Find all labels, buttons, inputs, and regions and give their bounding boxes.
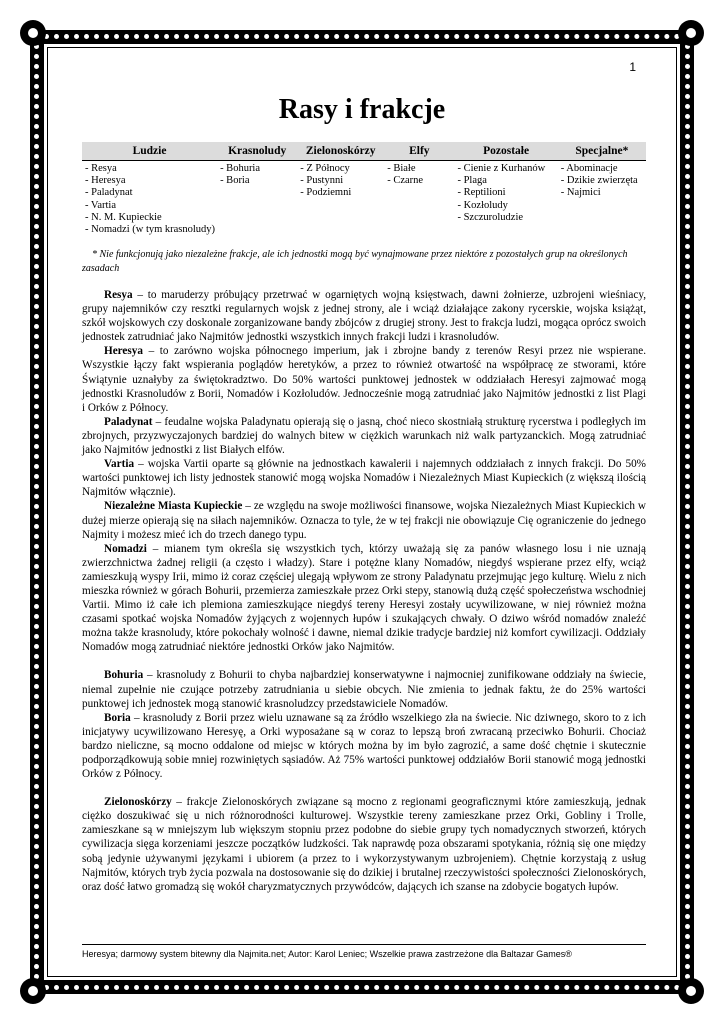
- races-table: [82, 142, 646, 236]
- list-item: - Resya: [85, 163, 117, 174]
- page-footer: Heresya; darmowy system bitewny dla Najmita.net; Autor: Karol Leniec; Wszelkie prawa zastrzeżone dla Baltazar Games®: [82, 944, 646, 959]
- list-item: - Podziemni: [300, 187, 352, 199]
- table-footnote: * Nie funkcjonują jako niezależne frakcje, ale ich jednostki mogą być wynajmowane przez niektóre z pozostałych grup na określonych zasadach: [82, 249, 628, 274]
- corner-ornament-top-right: [678, 20, 704, 46]
- paragraph-text: – ze względu na swoje możliwości finansowe, wojska Niezależnych Miast Kupieckich w dużej mierze opierają się na siłach najemników. Oznacza to tyle, że w tej frakcji nie obowiązuje Cię ograniczenie do jednego Najmity i możesz mieć ich do trzech danego typu.: [82, 500, 647, 541]
- term: Boria: [104, 711, 131, 724]
- list-item: - Boria: [220, 175, 250, 187]
- header-ludzie: Ludzie: [82, 142, 217, 161]
- header-zielonoskorzy: Zielonoskórzy: [297, 142, 384, 161]
- page-content: [62, 56, 662, 966]
- paragraph-resya: [82, 288, 646, 344]
- list-item: - Z Północy: [300, 163, 350, 174]
- term: Resya: [104, 289, 133, 301]
- list-item: - Plaga: [457, 175, 487, 187]
- list-item: - Pustynni: [300, 175, 344, 187]
- body-text: [82, 288, 646, 894]
- list-item: - Cienie z Kurhanów: [457, 163, 546, 174]
- paragraph-boria: [82, 711, 646, 781]
- header-specjalne: Specjalne*: [558, 142, 646, 161]
- races-table-row: [82, 161, 646, 237]
- term: Vartia: [104, 458, 135, 471]
- list-item: - Najmici: [560, 187, 601, 199]
- paragraph-text: – to zarówno wojska północnego imperium, jak i zbrojne bandy z terenów Resyi przez nie wspierane. Wszystkie łączy fakt wspierania poglądów heretyków, a przez to również otwartość na współpracę ze stworami, które Świątynie uznałyby za świętokradztwo. Do 50% wartości punktowej jednostek w oddziałach Heresyi zajmować mogą jednostki Krasnoludów z Borii, Nomadów i Kozłoludów. Jednocześnie mogą zatrudniać jako Najmitów jednostki z list Plagi i Orków z Północy.: [82, 345, 646, 414]
- list-item: - Nomadzi (w tym krasnoludy): [85, 224, 216, 236]
- paragraph-paladynat: [82, 415, 646, 457]
- list-item: - N. M. Kupieckie: [85, 211, 162, 223]
- term: Bohuria: [104, 669, 144, 682]
- paragraph-zielonoskorzy: [82, 795, 646, 894]
- column-zielonoskorzy: [297, 161, 384, 237]
- paragraph-bohuria: [82, 668, 646, 710]
- list-item: - Czarne: [387, 175, 424, 187]
- corner-ornament-bottom-left: [20, 978, 46, 1004]
- page-title: Rasy i frakcje: [278, 94, 446, 125]
- term: Niezależne Miasta Kupieckie: [104, 500, 243, 513]
- column-elfy: [384, 161, 454, 237]
- corner-ornament-top-left: [20, 20, 46, 46]
- paragraph-text: – krasnoludy z Bohurii to chyba najbardziej konserwatywne i najmocniej zunifikowane oddziały na świecie, niemal zupełnie nie czujące potrzeby zatrudniania u siebie obcych. Nie zmienia to jednak faktu, że do 25% wartości punktowej ich jednostek mogą stanowić krasnoludzcy przedstawiciele Nomadów.: [82, 669, 646, 710]
- header-elfy: Elfy: [384, 142, 454, 161]
- list-item: - Vartia: [85, 199, 117, 211]
- races-table-header: [82, 142, 646, 161]
- list-item: - Dzikie zwierzęta: [560, 175, 638, 187]
- term: Zielonoskórzy: [104, 796, 172, 809]
- corner-ornament-bottom-right: [678, 978, 704, 1004]
- paragraph-text: – mianem tym określa się wszystkich tych, którzy uważają się za panów własnego losu i nie uznają zwierzchnictwa żadnej religii (a często i władzy). Stare i potężne klany Nomadów, niegdyś wspierane przez elfy, wciąż zamieszkują wyspy Irii, mimo iż coraz częściej ulegają wpływom ze strony Paladynatu przejmując jego kulturę. Wielu z nich mieszka również w górach Bohurii, przemierza zamieszkałe przez Orki stepy, stanowią dużą część społeczeństwa wschodniej Vartii. Mimo iż całe ich plemiona zamieszkujące niegdyś tereny Heresyi zostały ucywilizowane, w niej również można czasami spotkać wojska Nomadów żyjących z wojennych łupów i szukających chwały. O dziwo wśród nomadów znaleźć można także krasnoludy, które pokochały wolność i dawne, niemal dzikie tradycje bardziej niż komfort cywilizacji. Oddziały Nomadów mogą zatrudniać niektóre jednostki Orków jako Najmitów.: [82, 542, 646, 654]
- list-item: - Szczuroludzie: [457, 211, 524, 223]
- paragraph-text: – wojska Vartii oparte są głównie na jednostkach kawalerii i najemnych oddziałach z innych frakcji. Do 50% wartości punktowej ich listy jednostek stanowić mogą wojska Nomadów i Niezależnych Miast Kupieckich (z większą ilością Najmitów włącznie).: [82, 458, 646, 499]
- list-item: - Bohuria: [220, 163, 261, 174]
- list-item: - Abominacje: [560, 163, 618, 174]
- column-ludzie: [82, 161, 217, 237]
- term: Nomadzi: [104, 542, 147, 555]
- term: Heresya: [104, 345, 143, 358]
- list-item: - Paladynat: [85, 187, 133, 199]
- paragraph-nmk: [82, 499, 646, 541]
- list-item: - Heresya: [85, 175, 126, 187]
- column-krasnoludy: [217, 161, 297, 237]
- paragraph-nomadzi: [82, 542, 646, 655]
- paragraph-text: – frakcje Zielonoskórych związane są mocno z regionami geograficznymi które zamieszkują, jednak ciężko doszukiwać się u nich różnorodności kulturowej. Wszystkie tereny zamieszkane przez Orki, Gobliny i Trolle, zamieszkane są w mniejszym lub większym stopniu przez podobne do siebie grupy tych nomadycznych stworzeń, których cywilizacja sięga korzeniami jeszcze początków ludzkości. Tak naprawdę poza obszarami spotykania, różnią się one między sobą jedynie używanymi językami i ubiorem (a przez to i wykorzystywanym uzbrojeniem). Chętnie korzystają z usług Najmitów, których tryb życia pozwala na dostosowanie się do dzikiej i brutalnej rzeczywistości społeczności Zielonoskórych, oraz dość łatwo gromadzą się wokół charyzmatycznych przywódców, dających ich szanse na zdobycie bogatych łupów.: [82, 796, 646, 893]
- term: Paladynat: [104, 415, 153, 428]
- list-item: - Białe: [387, 163, 416, 174]
- list-item: - Kozłoludy: [457, 199, 508, 211]
- paragraph-text: – krasnoludy z Borii przez wielu uznawane są za źródło wszelkiego zła na świecie. Nic dziwnego, skoro to z ich inicjatywy ucywilizowano Heresyę, a Orki wyposażane są w coraz to lepszą broń zwracaną przeciwko Bohurii. Chociaż bardzo nieliczne, są mocno oddalone od miejsc w których można by im było zagrozić, a same dość chętnie i skutecznie podporządkowują sobie mniej rozwiniętych sąsiadów. Aż 75% wartości punktowej oddziałów Borii stanowić mogą jednostki Orków z Północy.: [82, 711, 646, 781]
- header-krasnoludy: Krasnoludy: [217, 142, 297, 161]
- header-pozostale: Pozostałe: [454, 142, 557, 161]
- paragraph-text: – to maruderzy próbujący przetrwać w ogarniętych wojną księstwach, dawni żołnierze, uzbrojeni wieśniacy, grupy najemników czy resztki regularnych wojsk z jednej strony, ale i wciąż działające zakony rycerskie, wojska książąt, szkół wojskowych czy doskonale zorganizowane bandy zbójców z drugiej strony. Jest to frakcja ludzi, mogąca oprócz swoich jednostek zatrudniać jako Najmitów jednostki wszystkich innych frakcji ludzi i krasnoludów.: [82, 289, 646, 344]
- paragraph-text: – feudalne wojska Paladynatu opierają się o jasną, choć nieco skostniałą strukturę rycerstwa i podległych im zbrojnych, przyzwyczajonych bardziej do walnych bitew w ciężkich warunkach niż walk partyzanckich. Mogą zatrudniać jako Najmitów jednostki z list Białych elfów.: [82, 415, 646, 457]
- paragraph-vartia: [82, 457, 646, 499]
- column-specjalne: [558, 161, 646, 237]
- column-pozostale: [454, 161, 557, 237]
- paragraph-heresya: [82, 344, 646, 414]
- page-number: 1: [629, 60, 636, 74]
- list-item: - Reptilioni: [457, 187, 506, 199]
